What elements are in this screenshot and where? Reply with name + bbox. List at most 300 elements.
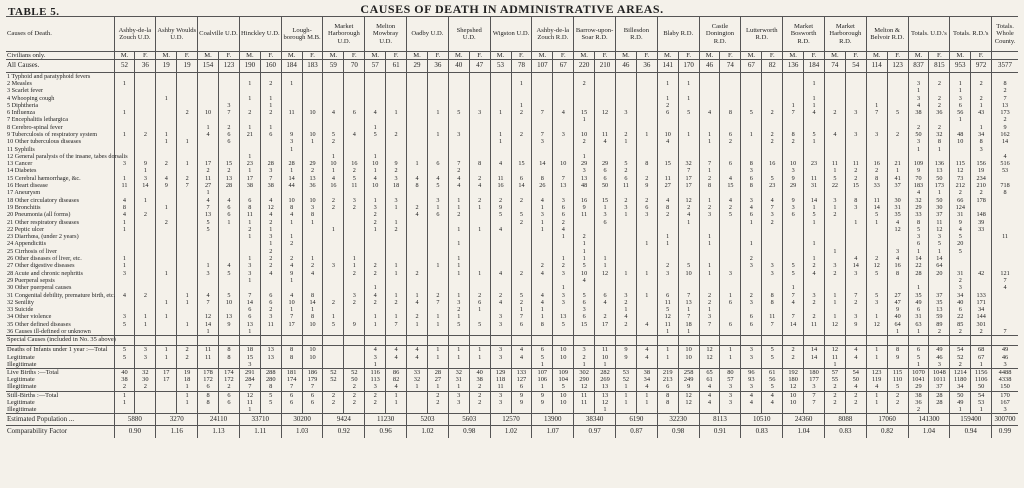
cell: 1 xyxy=(386,262,407,269)
cell: 13 xyxy=(595,383,616,391)
cell: 1 xyxy=(469,270,490,277)
cell xyxy=(490,167,511,174)
cell: 6 xyxy=(219,131,240,138)
cell xyxy=(407,87,428,94)
cell: 11 xyxy=(281,109,302,116)
cell xyxy=(762,226,783,233)
cell xyxy=(866,336,887,346)
cell xyxy=(741,248,762,255)
cell: 7 xyxy=(783,292,804,299)
cell xyxy=(260,189,281,196)
cell: 68 xyxy=(971,346,992,354)
cell: 21 xyxy=(239,131,260,138)
infant-deaths-total-row xyxy=(6,346,1018,354)
cell xyxy=(490,255,511,262)
cell xyxy=(699,153,720,160)
cell: 17 xyxy=(239,175,260,182)
cell xyxy=(824,306,845,313)
cell xyxy=(177,255,198,262)
cell: 7 xyxy=(992,277,1018,284)
cell: 1 xyxy=(511,306,532,313)
cell: 1 xyxy=(469,226,490,233)
cell: 16 xyxy=(574,197,595,204)
cell xyxy=(427,138,448,145)
cell: 4 xyxy=(365,109,386,116)
cell: 53 xyxy=(490,60,511,72)
cell: 2 xyxy=(365,391,386,399)
cell: 1 xyxy=(135,197,156,204)
cell xyxy=(866,284,887,291)
cell xyxy=(260,116,281,123)
cell: 123 xyxy=(219,60,240,72)
cell: 49 xyxy=(929,346,950,354)
cell: 50 xyxy=(344,376,365,383)
cell xyxy=(219,336,240,346)
cell: 11 xyxy=(198,175,219,182)
cell xyxy=(615,406,636,414)
row-label: 22 Peptic ulcer xyxy=(7,225,45,233)
cell xyxy=(156,255,177,262)
row-label: Still-Births :—Total xyxy=(6,391,114,399)
cell xyxy=(741,138,762,145)
cell: 1.04 xyxy=(783,426,825,438)
cell: 7 xyxy=(992,95,1018,102)
cell: 1 xyxy=(532,226,553,233)
cell xyxy=(532,87,553,94)
row-label: 9 Tuberculosis of respiratory system xyxy=(7,130,98,138)
cell xyxy=(448,361,469,369)
cell: 1 xyxy=(427,204,448,211)
cell: 5 xyxy=(615,160,636,167)
district-header: Market Bosworth R.D. xyxy=(783,17,825,52)
cell xyxy=(469,406,490,414)
cell xyxy=(469,124,490,131)
cell: 3 xyxy=(344,197,365,204)
cell xyxy=(532,284,553,291)
cell: 82 xyxy=(386,376,407,383)
cell xyxy=(636,80,657,87)
all-causes-row xyxy=(6,60,1018,72)
cell xyxy=(448,124,469,131)
cell xyxy=(992,197,1018,204)
cell: 181 xyxy=(281,368,302,376)
cell: 11 xyxy=(239,399,260,406)
cell: 6 xyxy=(219,211,240,218)
row-label: 15 Cerebral hæmorrhage, &c. xyxy=(7,174,81,182)
cell: 85 xyxy=(950,321,971,328)
cell: 2 xyxy=(845,391,866,399)
cell: 1 xyxy=(532,361,553,369)
cell: 170 xyxy=(992,391,1018,399)
cell xyxy=(783,116,804,123)
cell: 6 xyxy=(260,131,281,138)
cell: 1 xyxy=(365,197,386,204)
cell: 180 xyxy=(804,368,825,376)
cell: 12 xyxy=(198,313,219,320)
cell: 2 xyxy=(824,109,845,116)
cell xyxy=(469,361,490,369)
cell: 1 xyxy=(448,255,469,262)
live-births-total-row xyxy=(6,368,1018,376)
civilians-only-label: Civilians only. xyxy=(6,52,114,60)
cell: 3 xyxy=(741,299,762,306)
cell xyxy=(302,328,323,336)
cell: 36 xyxy=(135,60,156,72)
cell: 2 xyxy=(407,204,428,211)
cell: 3 xyxy=(260,313,281,320)
cell xyxy=(783,406,804,414)
cell: 23 xyxy=(239,160,260,167)
cell: 7 xyxy=(239,292,260,299)
cell: 1 xyxy=(114,262,135,269)
cell xyxy=(365,406,386,414)
cell: 2 xyxy=(177,354,198,361)
cell: 123 xyxy=(866,368,887,376)
cell xyxy=(114,72,135,80)
row-label: 3 Scarlet fever xyxy=(7,87,44,95)
cell xyxy=(511,336,532,346)
cell: 1070 xyxy=(908,368,929,376)
cell: 1 xyxy=(448,313,469,320)
cell: 18 xyxy=(678,321,699,328)
cell: 16 xyxy=(490,182,511,189)
cell xyxy=(156,277,177,284)
cell xyxy=(699,80,720,87)
cell xyxy=(532,248,553,255)
cell xyxy=(720,406,741,414)
cell: 1 xyxy=(553,255,574,262)
cell xyxy=(720,284,741,291)
cell: 1 xyxy=(950,87,971,94)
cell: 2 xyxy=(323,204,344,211)
cell xyxy=(407,219,428,226)
cell xyxy=(302,80,323,87)
cell: 3 xyxy=(448,131,469,138)
cell: 13 xyxy=(992,102,1018,109)
cell: 10 xyxy=(783,391,804,399)
cell: 3 xyxy=(490,354,511,361)
cell: 1.02 xyxy=(490,426,532,438)
cell xyxy=(281,284,302,291)
cell: 290 xyxy=(574,376,595,383)
cell xyxy=(595,116,616,123)
cell: 4 xyxy=(845,354,866,361)
cell: 4 xyxy=(302,270,323,277)
cause-row xyxy=(6,124,1018,131)
cell xyxy=(135,95,156,102)
cell xyxy=(323,406,344,414)
cell xyxy=(699,116,720,123)
cell: 2 xyxy=(574,233,595,240)
cell xyxy=(427,102,448,109)
cell: 1 xyxy=(281,146,302,153)
cell: 8 xyxy=(281,354,302,361)
cell xyxy=(386,240,407,247)
cell xyxy=(135,72,156,80)
cell xyxy=(824,406,845,414)
cell: 1 xyxy=(156,204,177,211)
cell: 3 xyxy=(762,211,783,218)
cell xyxy=(386,72,407,80)
cell xyxy=(636,299,657,306)
cell: 11 xyxy=(657,299,678,306)
cell: 1 xyxy=(699,197,720,204)
cell xyxy=(971,153,992,160)
cell xyxy=(219,240,240,247)
cell xyxy=(344,219,365,226)
cell xyxy=(595,72,616,80)
cell xyxy=(887,80,908,87)
cell: 3 xyxy=(365,354,386,361)
cell: 4 xyxy=(407,346,428,354)
cell xyxy=(636,406,657,414)
cell xyxy=(302,226,323,233)
district-header: Billesdon R.D. xyxy=(615,17,657,52)
cell xyxy=(678,226,699,233)
cell: 0.90 xyxy=(114,426,156,438)
cell: 56 xyxy=(950,109,971,116)
cell xyxy=(344,248,365,255)
cell xyxy=(219,306,240,313)
cell: 4 xyxy=(741,399,762,406)
district-header: Totals. R.D.'s xyxy=(950,17,992,52)
sex-male-header: M. xyxy=(657,52,678,60)
cell xyxy=(553,116,574,123)
cell: 3 xyxy=(490,313,511,320)
cell xyxy=(323,95,344,102)
cell: 2 xyxy=(699,175,720,182)
cell xyxy=(824,72,845,80)
cell: 16 xyxy=(344,160,365,167)
cell xyxy=(678,72,699,80)
district-header: Melton Mowbray U.D. xyxy=(365,17,407,52)
cell: 8 xyxy=(657,399,678,406)
cell: 3 xyxy=(908,80,929,87)
cell xyxy=(824,328,845,336)
cell: 1 xyxy=(156,346,177,354)
cell: 1011 xyxy=(929,376,950,383)
cell: 301 xyxy=(971,321,992,328)
cell: 10 xyxy=(302,354,323,361)
cell: 5 xyxy=(824,175,845,182)
cell: 1 xyxy=(699,167,720,174)
cell: 32 xyxy=(135,368,156,376)
cell: 2 xyxy=(741,292,762,299)
cell: 32 xyxy=(448,368,469,376)
cell: 7 xyxy=(783,313,804,320)
cell xyxy=(887,102,908,109)
cell xyxy=(511,204,532,211)
cell xyxy=(260,153,281,160)
cell xyxy=(804,336,825,346)
cell xyxy=(198,95,219,102)
cell: 52 xyxy=(615,376,636,383)
cell xyxy=(636,95,657,102)
cell xyxy=(720,328,741,336)
cell: 5 xyxy=(678,109,699,116)
cell xyxy=(198,255,219,262)
cell: 8 xyxy=(281,204,302,211)
cell: 3 xyxy=(281,138,302,145)
cell: 5 xyxy=(804,131,825,138)
cell xyxy=(657,189,678,196)
cell xyxy=(574,406,595,414)
cell xyxy=(950,336,971,346)
cell: 4 xyxy=(490,299,511,306)
cell: 5 xyxy=(511,211,532,218)
row-label: 24 Appendicitis xyxy=(7,240,47,248)
cell: 1 xyxy=(971,361,992,369)
cell: 1 xyxy=(177,160,198,167)
cell: 10 xyxy=(657,131,678,138)
cell xyxy=(824,255,845,262)
cell xyxy=(302,116,323,123)
cell xyxy=(532,328,553,336)
cell xyxy=(887,233,908,240)
cell: 1 xyxy=(448,346,469,354)
cell xyxy=(783,72,804,80)
cell xyxy=(595,277,616,284)
cell: 109 xyxy=(908,160,929,167)
cell: 2 xyxy=(574,80,595,87)
cell: 2 xyxy=(553,262,574,269)
cell: 7 xyxy=(678,313,699,320)
cell xyxy=(114,167,135,174)
cell: 4 xyxy=(615,313,636,320)
cell: 2 xyxy=(219,167,240,174)
cell: 10 xyxy=(678,270,699,277)
cell xyxy=(198,138,219,145)
cell xyxy=(532,277,553,284)
cell: 10 xyxy=(302,197,323,204)
cell: 4 xyxy=(198,131,219,138)
cell: 2 xyxy=(135,131,156,138)
cell xyxy=(177,204,198,211)
sex-female-header: F. xyxy=(595,52,616,60)
cell: 6 xyxy=(595,292,616,299)
cell: 2 xyxy=(824,399,845,406)
cell: 1 xyxy=(824,248,845,255)
cell: 11 xyxy=(260,321,281,328)
cell: 4 xyxy=(699,391,720,399)
cell: 12570 xyxy=(490,414,532,426)
cell xyxy=(845,153,866,160)
cell: 1 xyxy=(824,167,845,174)
cell: 3 xyxy=(615,292,636,299)
cell: 179 xyxy=(302,376,323,383)
cell xyxy=(762,189,783,196)
cell xyxy=(636,306,657,313)
cell xyxy=(219,233,240,240)
cell xyxy=(908,116,929,123)
row-label: 10 Other tuberculous diseases xyxy=(7,138,82,146)
cell xyxy=(595,306,616,313)
cell xyxy=(866,87,887,94)
cell xyxy=(678,189,699,196)
cell xyxy=(114,361,135,369)
cell xyxy=(407,248,428,255)
cell: 3 xyxy=(699,211,720,218)
cell: 12 xyxy=(887,226,908,233)
cell: 66 xyxy=(950,197,971,204)
row-label: Estimated Population ... xyxy=(6,414,114,426)
row-label: 25 Cirrhosis of liver xyxy=(7,247,58,255)
cell: 9 xyxy=(135,160,156,167)
district-header: Blaby R.D. xyxy=(657,17,699,52)
cell: 2 xyxy=(532,262,553,269)
cell xyxy=(239,87,260,94)
cell: 8088 xyxy=(824,414,866,426)
cell xyxy=(636,361,657,369)
cell: 8 xyxy=(239,204,260,211)
cell xyxy=(824,102,845,109)
cell: 11 xyxy=(114,182,135,189)
cell: 1 xyxy=(678,131,699,138)
cell xyxy=(574,336,595,346)
cell: 96 xyxy=(741,368,762,376)
cell xyxy=(595,124,616,131)
cell: 234 xyxy=(971,175,992,182)
cause-row xyxy=(6,292,1018,299)
cell: 2 xyxy=(783,138,804,145)
cell: 1 xyxy=(323,167,344,174)
cell: 15 xyxy=(239,354,260,361)
cell xyxy=(699,102,720,109)
cell: 7 xyxy=(699,321,720,328)
cell xyxy=(804,406,825,414)
cell: 1 xyxy=(615,306,636,313)
cell: 114 xyxy=(866,60,887,72)
cell xyxy=(156,233,177,240)
cell: 1 xyxy=(156,299,177,306)
cell xyxy=(198,233,219,240)
cell xyxy=(407,284,428,291)
cell xyxy=(448,336,469,346)
cell: 10 xyxy=(302,346,323,354)
cell: 3 xyxy=(929,361,950,369)
cell: 2 xyxy=(615,167,636,174)
cell xyxy=(323,124,344,131)
cell: 1 xyxy=(908,328,929,336)
cell xyxy=(615,87,636,94)
cell: 3 xyxy=(866,299,887,306)
cell xyxy=(302,248,323,255)
cell xyxy=(219,361,240,369)
cell: 38 xyxy=(114,376,135,383)
sex-male-header: M. xyxy=(323,52,344,60)
cell xyxy=(302,336,323,346)
cell: 14 xyxy=(929,255,950,262)
cell xyxy=(804,153,825,160)
cell: 5 xyxy=(219,270,240,277)
cell: 3 xyxy=(260,167,281,174)
cell: 14 xyxy=(135,182,156,189)
cell xyxy=(239,138,260,145)
cell xyxy=(198,240,219,247)
cell xyxy=(344,138,365,145)
cell: 0.98 xyxy=(448,426,490,438)
cell: 1 xyxy=(741,131,762,138)
cell: 4 xyxy=(678,211,699,218)
cell: 5 xyxy=(344,175,365,182)
cell: 5 xyxy=(448,109,469,116)
cell xyxy=(511,284,532,291)
cause-row xyxy=(6,167,1018,174)
cell: 5 xyxy=(114,321,135,328)
cell: 30 xyxy=(135,376,156,383)
cell xyxy=(532,72,553,80)
cell: 6 xyxy=(239,306,260,313)
